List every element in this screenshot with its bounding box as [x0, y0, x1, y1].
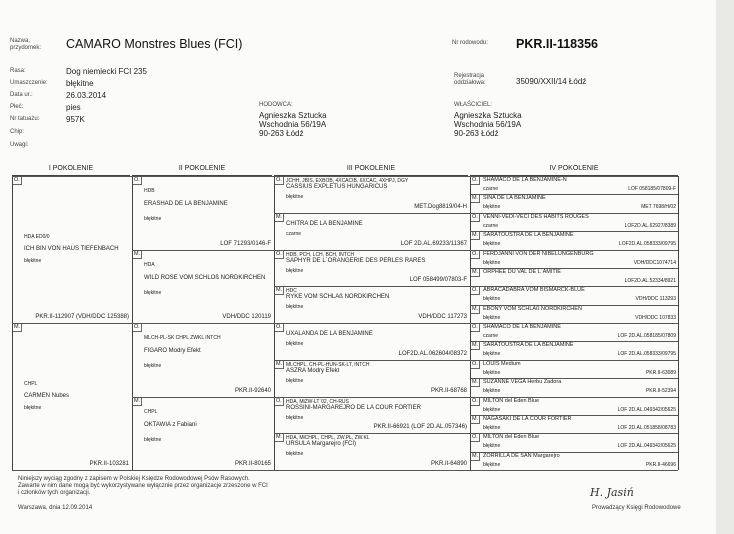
sex-marker: M.: [276, 361, 283, 367]
ancestor-name: SAPHYR DE L`ORANGERIE DES PERLES RARES: [286, 258, 426, 264]
ancestor-reg: LOF 2D.AL.058185/07809: [617, 333, 676, 339]
ancestor-reg: PKR.II-52394: [645, 388, 676, 394]
ancestor-titles: JCHH, JBIS, EXBOB, 4XCACIB, 6XCAC, 4XHPJ, DGY: [286, 178, 409, 184]
ancestor-color: błękitne: [286, 194, 304, 200]
ancestor-reg: VDH/DDC 117273: [418, 314, 467, 320]
sex-marker: O.: [134, 177, 140, 183]
tattoo: 957K: [66, 115, 85, 124]
ancestor-name: ORPHEE DU VAL DE L`AMITIE: [483, 269, 561, 275]
ancestor-color: błękitne: [483, 462, 501, 468]
ancestor-name: UXALANDA DE LA BENJAMINE: [286, 331, 373, 337]
breed: Dog niemiecki FCI 235: [66, 67, 147, 76]
ancestor-reg: PKR.II-64890: [430, 461, 467, 467]
place-date: Warszawa, dnia 12.09.2014: [18, 505, 93, 511]
ancestor-color: błękitne: [24, 258, 42, 264]
ancestor-titles: CHPL: [24, 381, 38, 387]
owner-name: Agnieszka Sztucka: [454, 111, 522, 120]
ancestor-reg: LOF 2D.AL.051858/08783: [617, 425, 676, 431]
sex-marker: O.: [472, 434, 478, 440]
sex-marker: O.: [472, 287, 478, 293]
sex-marker: M.: [472, 269, 479, 275]
sex-marker: O.: [472, 214, 478, 220]
sex-marker: O.: [472, 177, 478, 183]
ancestor-titles: HDA: [144, 262, 155, 268]
ancestor-color: błękitne: [144, 363, 162, 369]
ancestor-name: VENNI-VEDI-VECI DES HABITS ROUGES: [483, 214, 589, 220]
sex-marker: O.: [276, 177, 282, 183]
sex-marker: O.: [472, 251, 478, 257]
ancestor-reg: LOF2D.AL.058333/09795: [619, 241, 676, 247]
ancestor-color: błękitne: [24, 405, 42, 411]
ancestor-titles: HDC: [286, 288, 297, 294]
tattoo-label: Nr tatuażu:: [10, 116, 40, 122]
ancestor-titles: HDA, MłCHPL, CHPL, ZW.PL, ZW.KL: [286, 435, 370, 441]
sex-marker: M.: [472, 453, 479, 459]
ancestor-reg: PKR.II-103281: [89, 461, 129, 467]
ancestor-color: błękitne: [483, 370, 501, 376]
ancestor-reg: PKR.II-80165: [234, 461, 271, 467]
ancestor-color: błękitne: [483, 351, 501, 357]
sex-marker: M.: [276, 214, 283, 220]
gen-3-header: III POKOLENIE: [274, 165, 468, 176]
ancestor-color: błękitne: [483, 260, 501, 266]
ancestor-color: błękitne: [144, 290, 162, 296]
sex-marker: M.: [276, 434, 283, 440]
ancestor-name: MILTON del Eden Blue: [483, 434, 540, 440]
ancestor-color: błękitne: [483, 425, 501, 431]
page-edge: [716, 0, 734, 534]
ancestor-color: błękitne: [286, 341, 304, 347]
ancestor-name: ERASHAD DE LA BENJAMINE: [144, 201, 228, 207]
ancestor-reg: PKR.II-92640: [234, 388, 271, 394]
ancestor-color: błękitne: [286, 304, 304, 310]
ancestor-name: MILTON del Eden Blue: [483, 398, 540, 404]
reg-no: PKR.II-118356: [516, 37, 598, 51]
ancestor-titles: HDA, MłZW-LT`02, CH-RUS: [286, 399, 349, 405]
ancestor-titles: HDB, PCH, LCH, BCH, INTCH: [286, 252, 355, 258]
ancestor-reg: PKR.II-66921 (LOF 2D.AL.057346): [373, 424, 467, 430]
sex: pies: [66, 103, 81, 112]
ancestor-color: czarne: [483, 223, 499, 229]
ancestor-name: NAGASAKI DE LA COUR FORTIER: [483, 416, 572, 422]
ancestor-color: błękitne: [483, 443, 501, 449]
sex-marker: O.: [472, 324, 478, 330]
ancestor-reg: VDH/DDC1074714: [633, 260, 676, 266]
sex-marker: M.: [472, 379, 479, 385]
sex-marker: M.: [472, 232, 479, 238]
owner-street: Wschodnia 56/19A: [454, 120, 522, 129]
breeder-city: 90-263 Łódź: [259, 129, 304, 138]
ancestor-reg: LOF2D.AL.52334/8921: [624, 278, 676, 284]
ancestor-name: ABRACADABRA VOM BISMARCK-BLUE: [483, 287, 585, 293]
ancestor-color: błękitne: [144, 216, 162, 222]
ancestor-titles: HDB: [144, 188, 155, 194]
grid-line-bottom: [12, 470, 678, 471]
ancestor-color: błękitne: [483, 204, 501, 210]
ancestor-color: błękitne: [286, 268, 304, 274]
ancestor-titles: MLCH-PL-SK CHPL ZWKL INTCH: [144, 335, 221, 341]
ancestor-name: RYKE VOM SCHLAß NORDKIRCHEN: [286, 294, 390, 300]
ancestor-name: FIGARO Modry Efekt: [144, 348, 201, 354]
ancestor-color: błękitne: [286, 451, 304, 457]
ancestor-name: EBONY VOM SCHLAß NORDKIRCHEN: [483, 306, 582, 312]
sex-marker: O.: [134, 324, 140, 330]
sex-marker: O.: [276, 398, 282, 404]
ancestor-reg: LOF 71293/0146-F: [220, 241, 271, 247]
birth-label: Data ur.:: [10, 92, 33, 98]
gen-4-header: IV POKOLENIE: [470, 165, 678, 176]
ancestor-reg: VDH/DDC 120119: [222, 314, 271, 320]
ancestor-name: SINA DE LA BENJAMINE: [483, 195, 546, 201]
ancestor-color: błękitne: [483, 241, 501, 247]
reg-no-label: Nr rodowodu:: [452, 40, 489, 46]
ancestor-color: błękitne: [286, 415, 304, 421]
ancestor-reg: PKR.II-68768: [430, 388, 467, 394]
ancestor-name: ZORRILLA DE SAN Margarejro: [483, 453, 560, 459]
ancestor-reg: VDH/DDC 107833: [635, 315, 676, 321]
sex-marker: M.: [134, 398, 141, 404]
grid-line-top: [12, 176, 678, 177]
ancestor-titles: MLCHPL, CH-PL-HUN-SK-LT, INTCH: [286, 362, 370, 368]
ancestor-name: ROSSINI-MARGAREJRO DE LA COUR FORTIER: [286, 405, 421, 411]
dog-name: CAMARO Monstres Blues (FCI): [66, 37, 243, 51]
name-label: Nazwa, przydomek:: [10, 38, 42, 51]
ancestor-reg: LOF 2D.AL.69233/11367: [400, 241, 467, 247]
color: błękitne: [66, 79, 94, 88]
chip-label: Chip:: [10, 129, 25, 135]
ancestor-reg: LOF 2D.AL.049342/05625: [617, 407, 676, 413]
ancestor-reg: LOF2D.AL.062604/08372: [398, 351, 467, 357]
sex-marker: M.: [276, 287, 283, 293]
ancestor-color: błękitne: [483, 407, 501, 413]
sex-marker: M.: [14, 324, 21, 330]
sex-marker: M.: [134, 251, 141, 257]
sex-marker: M.: [472, 342, 479, 348]
gen-1-header: I POKOLENIE: [12, 165, 130, 176]
owner-label: WŁAŚCICIEL:: [454, 102, 493, 108]
ancestor-color: błękitne: [144, 437, 162, 443]
ancestor-reg: LOF 058185/07809-F: [628, 186, 676, 192]
sex-marker: M.: [472, 306, 479, 312]
ancestor-name: LOUIS Medium: [483, 361, 521, 367]
sex-marker: O.: [276, 324, 282, 330]
sex-marker: O.: [472, 361, 478, 367]
sex-label: Płeć:: [10, 104, 24, 110]
registration-label: Rejestracja oddziałowa:: [454, 73, 486, 86]
ancestor-titles: HDA ED0/0: [24, 234, 50, 240]
ancestor-name: OKTAWIA z Fabiani: [144, 422, 197, 428]
ancestor-reg: MET 7698/H/02: [641, 204, 676, 210]
ancestor-color: czarne: [483, 186, 499, 192]
breeder-name: Agnieszka Sztucka: [259, 111, 327, 120]
grid-line-vertical: [678, 176, 679, 470]
ancestor-reg: PKR.II-112907 (VDH/DDC 125388): [35, 314, 129, 320]
ancestor-color: błękitne: [483, 315, 501, 321]
ancestor-name: CASSIUS EXPLETUS HUNGARICUS: [286, 184, 388, 190]
sex-marker: M.: [472, 416, 479, 422]
ancestor-reg: LOF 2D.AL.058333/09795: [617, 351, 676, 357]
ancestor-reg: PKR.II-46696: [645, 462, 676, 468]
ancestor-reg: VDH/DDC 113293: [635, 296, 676, 302]
owner-city: 90-263 Łódź: [454, 129, 499, 138]
signature: H. Jasiń: [590, 486, 634, 499]
sex-marker: M.: [472, 195, 479, 201]
breeder-label: HODOWCA:: [259, 102, 293, 108]
registration: 35090/XXII/14 Łódź: [516, 77, 587, 86]
ancestor-name: URSULA Margarejro (FCI): [286, 441, 357, 447]
sex-marker: O.: [472, 398, 478, 404]
gen-2-header: II POKOLENIE: [132, 165, 272, 176]
signer-title: Prowadzący Księgi Rodowodowe: [592, 505, 681, 511]
ancestor-name: SARATOUSTRA DE LA BENJAMINE: [483, 342, 574, 348]
footer-note-3: i członków tych organizacji.: [18, 490, 91, 496]
ancestor-reg: PKR.II-63089: [645, 370, 676, 376]
birth-date: 26.03.2014: [66, 91, 107, 100]
ancestor-color: błękitne: [286, 378, 304, 384]
ancestor-name: SHAMACO DE LA BENJAMINE: [483, 324, 561, 330]
ancestor-color: błękitne: [483, 388, 501, 394]
breed-label: Rasa:: [10, 68, 26, 74]
footer-note-2: Zawarte w nim dane mogą być wykorzystywane wyłącznie przez organizacje zrzeszone w FCI: [18, 483, 268, 489]
ancestor-name: CARMEN Nubes: [24, 393, 70, 399]
ancestor-color: błękitne: [483, 296, 501, 302]
ancestor-titles: CHPL: [144, 409, 158, 415]
sex-marker: O.: [14, 177, 20, 183]
ancestor-name: SARATOUSTRA DE LA BENJAMINE: [483, 232, 574, 238]
sex-marker: O.: [276, 251, 282, 257]
ancestor-color: czarne: [286, 231, 302, 237]
ancestor-name: SUZANNE VEGA Herbu Zadora: [483, 379, 562, 385]
ancestor-reg: LOF 2D.AL.049342/05625: [617, 443, 676, 449]
ancestor-name: WILD ROSE VOM SCHLOß NORDKIRCHEN: [144, 275, 266, 281]
ancestor-name: CHITRA DE LA BENJAMINE: [286, 221, 363, 227]
ancestor-reg: LOF2D.AL.62927/8389: [624, 223, 676, 229]
color-label: Umaszczenie:: [10, 80, 48, 86]
ancestor-reg: MET.Dog8819/04-H: [414, 204, 467, 210]
footer-note-1: Niniejszy wyciąg zgodny z zapisem w Polskiej Księdze Rodowodowej Psów Rasowych.: [18, 476, 250, 482]
ancestor-color: czarne: [483, 333, 499, 339]
ancestor-name: ASZRA Modry Efekt: [286, 368, 340, 374]
ancestor-reg: LOF 058499/07803-F: [409, 277, 467, 283]
remarks-label: Uwagi:: [10, 142, 29, 148]
ancestor-name: SHAMACO DE LA BENJAMINE-N: [483, 177, 567, 183]
ancestor-name: FERDJANNI VON DER NIBELUNGENBURG: [483, 251, 594, 257]
breeder-street: Wschodnia 56/19A: [259, 120, 327, 129]
ancestor-name: ICH BIN VON HAUS TIEFENBACH: [24, 246, 119, 252]
